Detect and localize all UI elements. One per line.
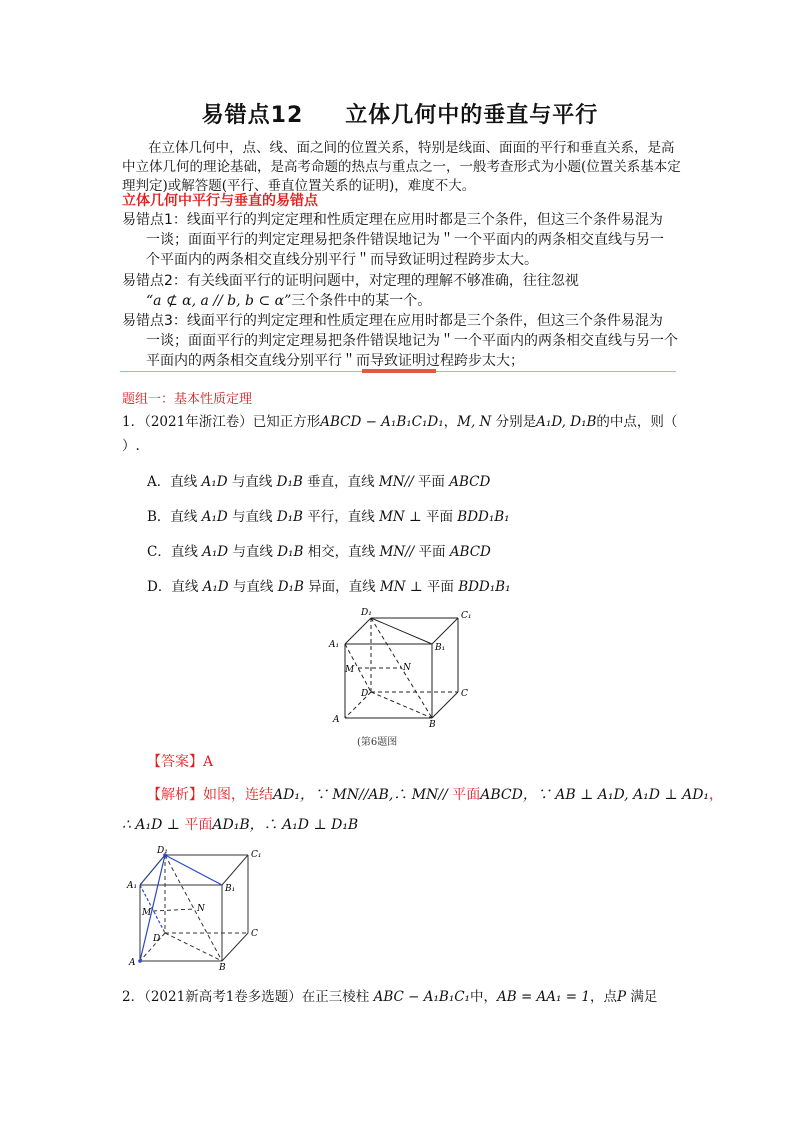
label-C1: C₁ xyxy=(461,611,472,621)
math-expr: ABC − A₁B₁C₁ xyxy=(373,989,470,1005)
option-letter: A． xyxy=(147,474,171,490)
option-text: 平面 xyxy=(425,509,453,525)
math-expr: A₁D, D₁B xyxy=(536,414,597,430)
math-expr: BDD₁B₁ xyxy=(457,509,510,525)
label-A: A xyxy=(129,958,136,968)
option-text: 平面 xyxy=(426,579,454,595)
error-point-2 xyxy=(122,271,682,311)
option-text: 直线 xyxy=(170,509,198,525)
label-C1: C₁ xyxy=(251,850,262,860)
option-text: 直线 xyxy=(171,579,199,595)
option-a[interactable] xyxy=(147,472,490,492)
analysis xyxy=(122,784,724,834)
math-expr: BDD₁B₁ xyxy=(458,579,511,595)
option-text: 与直线 xyxy=(232,579,274,595)
analysis-text: 平面 xyxy=(452,787,481,803)
answer-value: A xyxy=(203,754,214,770)
math-expr: ABCD xyxy=(480,787,523,803)
math-expr: MN ⊥ xyxy=(379,509,422,525)
math-expr: A₁D xyxy=(202,579,229,595)
math-expr: D₁B xyxy=(277,579,304,595)
option-text: 异面，直线 xyxy=(308,579,376,595)
math-expr: ，∴ A₁D ⊥ D₁B xyxy=(249,817,359,833)
point-text: 有关线面平行的证明问题中，对定理的理解不够准确，往往忽视 xyxy=(186,273,579,289)
label-C: C xyxy=(251,929,258,939)
label-D: D xyxy=(361,689,369,699)
label-B1: B₁ xyxy=(225,884,236,894)
label-M: M xyxy=(142,908,152,918)
group-label: 题组一：基本性质定理 xyxy=(122,392,253,407)
question-text: ）. xyxy=(122,438,140,454)
option-letter: C． xyxy=(147,544,171,560)
math-expr: ，∵ MN//AB,∴ MN// xyxy=(299,787,448,803)
label-N: N xyxy=(403,663,411,673)
math-expr: D₁B xyxy=(277,544,304,560)
label-A1: A₁ xyxy=(127,881,138,891)
question-number: 2． xyxy=(122,989,145,1005)
option-text: 平面 xyxy=(417,474,445,490)
point-text: 一谈；面面平行的判定定理易把条件错误地记为＂一个平面内的两条相交直线与另一个 xyxy=(146,333,678,349)
label-A1: A₁ xyxy=(329,640,340,650)
math-expr: ABCD xyxy=(449,544,491,560)
point-text: 线面平行的判定定理和性质定理在应用时都是三个条件，但这三个条件易混为 xyxy=(186,313,663,329)
math-expr: P xyxy=(616,989,627,1005)
question-text: 分别是 xyxy=(495,414,537,430)
label-B1: B₁ xyxy=(435,643,446,653)
question-2 xyxy=(122,985,682,1009)
math-expr: ABCD − A₁B₁C₁D₁ xyxy=(320,414,444,430)
analysis-label: 【解析】 xyxy=(147,787,203,803)
error-point-1 xyxy=(122,210,682,270)
math-expr: MN// xyxy=(378,474,414,490)
error-point-3 xyxy=(122,311,682,371)
point-label: 易错点2： xyxy=(122,273,187,289)
question-1 xyxy=(122,410,682,458)
title-right: 立体几何中的垂直与平行 xyxy=(345,103,599,128)
label-M: M xyxy=(345,665,355,675)
cube-figure-1 xyxy=(325,604,475,730)
option-text: 垂直，直线 xyxy=(307,474,375,490)
point-label: 易错点1： xyxy=(122,212,187,228)
analysis-text: 平面 xyxy=(184,817,213,833)
question-text: （2021新高考1卷多选题）在正三棱柱 xyxy=(144,989,370,1005)
point-text: 线面平行的判定定理和性质定理在应用时都是三个条件，但这三个条件易混为 xyxy=(186,212,663,228)
divider-accent xyxy=(362,369,436,373)
option-text: 直线 xyxy=(170,474,198,490)
page-title xyxy=(0,98,800,129)
math-expr: AD₁ xyxy=(273,787,300,803)
question-number: 1． xyxy=(122,414,145,430)
math-expr: AB = AA₁ = 1 xyxy=(496,989,590,1005)
question-text: 的中点，则（ xyxy=(596,414,678,430)
math-expr: AD₁B xyxy=(212,817,250,833)
analysis-text: 如图，连结 xyxy=(203,787,273,803)
question-text: ， xyxy=(443,414,458,430)
option-text: 与直线 xyxy=(232,544,273,560)
label-A: A xyxy=(333,715,340,725)
label-D: D xyxy=(153,934,161,944)
point-text: 三个条件中的某一个。 xyxy=(291,293,432,309)
math-expr: A₁D xyxy=(201,509,228,525)
point-formula: “a ⊄ α, a // b, b ⊂ α” xyxy=(146,293,292,309)
point-text: 平面内的两条相交直线分别平行＂而导致证明过程跨步太大； xyxy=(146,353,524,369)
math-expr: A₁D xyxy=(201,474,228,490)
question-text: ，点 xyxy=(589,989,617,1005)
option-text: 平行，直线 xyxy=(307,509,375,525)
math-expr: ∴ A₁D ⊥ xyxy=(122,817,180,833)
label-D1: D₁ xyxy=(157,846,168,856)
option-text: 相交，直线 xyxy=(307,544,376,560)
point-label: 易错点3： xyxy=(122,313,187,329)
math-expr: D₁B xyxy=(276,474,303,490)
option-text: 平面 xyxy=(418,544,446,560)
math-expr: M, N xyxy=(457,414,492,430)
math-expr: ，∵ AB ⊥ A₁D, A₁D ⊥ AD₁ xyxy=(522,787,710,803)
option-text: 直线 xyxy=(170,544,198,560)
option-text: 与直线 xyxy=(231,474,273,490)
answer-label: 【答案】 xyxy=(147,754,203,770)
label-D1: D₁ xyxy=(361,608,372,618)
math-expr: D₁B xyxy=(276,509,303,525)
label-B: B xyxy=(429,720,436,730)
math-expr: ABCD xyxy=(449,474,491,490)
title-left: 易错点12 xyxy=(201,103,304,128)
math-expr: A₁D xyxy=(202,544,229,560)
section-heading: 立体几何中平行与垂直的易错点 xyxy=(122,193,318,209)
option-text: 与直线 xyxy=(232,509,273,525)
point-text: 一谈；面面平行的判定定理易把条件错误地记为＂一个平面内的两条相交直线与另一 xyxy=(146,232,664,248)
point-A-dot xyxy=(138,959,142,963)
math-expr: MN ⊥ xyxy=(379,579,423,595)
option-d[interactable] xyxy=(147,577,511,597)
option-c[interactable] xyxy=(147,542,491,562)
label-B: B xyxy=(219,963,226,973)
label-N: N xyxy=(197,904,205,914)
analysis-text: ， xyxy=(709,787,724,803)
option-letter: D． xyxy=(147,579,172,595)
question-text: 满足 xyxy=(630,989,658,1005)
cube-figure-2 xyxy=(125,845,275,975)
option-b[interactable] xyxy=(147,507,510,527)
question-text: 中， xyxy=(469,989,497,1005)
point-text: 个平面内的两条相交直线分别平行＂而导致证明过程跨步太大。 xyxy=(146,252,538,268)
intro-paragraph: 在立体几何中，点、线、面之间的位置关系，特别是线面、面面的平行和垂直关系，是高中立体几何的理论基础，是高考命题的热点与重点之一，一般考查形式为小题(位置关系基本定理判定)或解答题(平行、垂直位置关系的证明)，难度不大。 xyxy=(122,140,681,194)
answer xyxy=(147,751,213,771)
math-expr: MN// xyxy=(379,544,415,560)
question-text: （2021年浙江卷）已知正方形 xyxy=(144,414,321,430)
figure-caption: (第6题图 xyxy=(357,737,398,748)
label-C: C xyxy=(461,689,468,699)
option-letter: B． xyxy=(147,509,171,525)
